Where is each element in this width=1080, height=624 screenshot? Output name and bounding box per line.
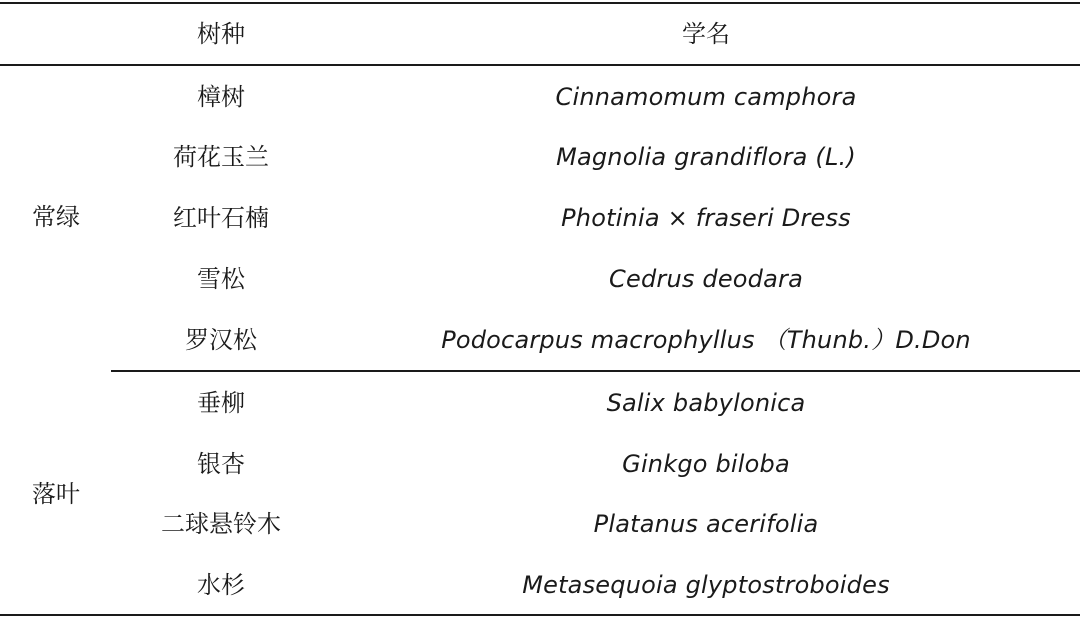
species-cell: 二球悬铃木: [161, 510, 281, 538]
table-bottom-rule: [0, 614, 1080, 616]
scientific-name-cell: Salix babylonica: [606, 389, 806, 417]
species-cell: 樟树: [197, 83, 245, 111]
scientific-name-cell: Metasequoia glyptostroboides: [522, 571, 890, 599]
species-cell: 红叶石楠: [173, 204, 269, 232]
scientific-name-cell: Platanus acerifolia: [593, 510, 819, 538]
table-top-rule: [0, 2, 1080, 4]
species-cell: 水杉: [197, 571, 245, 599]
species-cell: 罗汉松: [185, 326, 257, 354]
species-cell: 垂柳: [197, 389, 245, 417]
scientific-name-cell: Magnolia grandiflora (L.): [556, 143, 856, 171]
scientific-name-cell: Cedrus deodara: [609, 265, 803, 293]
category-evergreen: 常绿: [32, 203, 80, 231]
species-cell: 雪松: [197, 265, 245, 293]
scientific-name-cell: Photinia × fraseri Dress: [561, 204, 851, 232]
scientific-name-cell: Cinnamomum camphora: [555, 83, 857, 111]
scientific-name-cell: Podocarpus macrophyllus （Thunb.）D.Don: [441, 326, 971, 354]
table-header-rule: [0, 64, 1080, 66]
species-cell: 银杏: [197, 450, 245, 478]
header-species: 树种: [197, 20, 245, 48]
scientific-name-cell: Ginkgo biloba: [622, 450, 790, 478]
header-scientific-name: 学名: [682, 20, 730, 48]
category-deciduous: 落叶: [32, 480, 80, 508]
group-divider-rule: [111, 370, 1080, 372]
species-cell: 荷花玉兰: [173, 143, 269, 171]
